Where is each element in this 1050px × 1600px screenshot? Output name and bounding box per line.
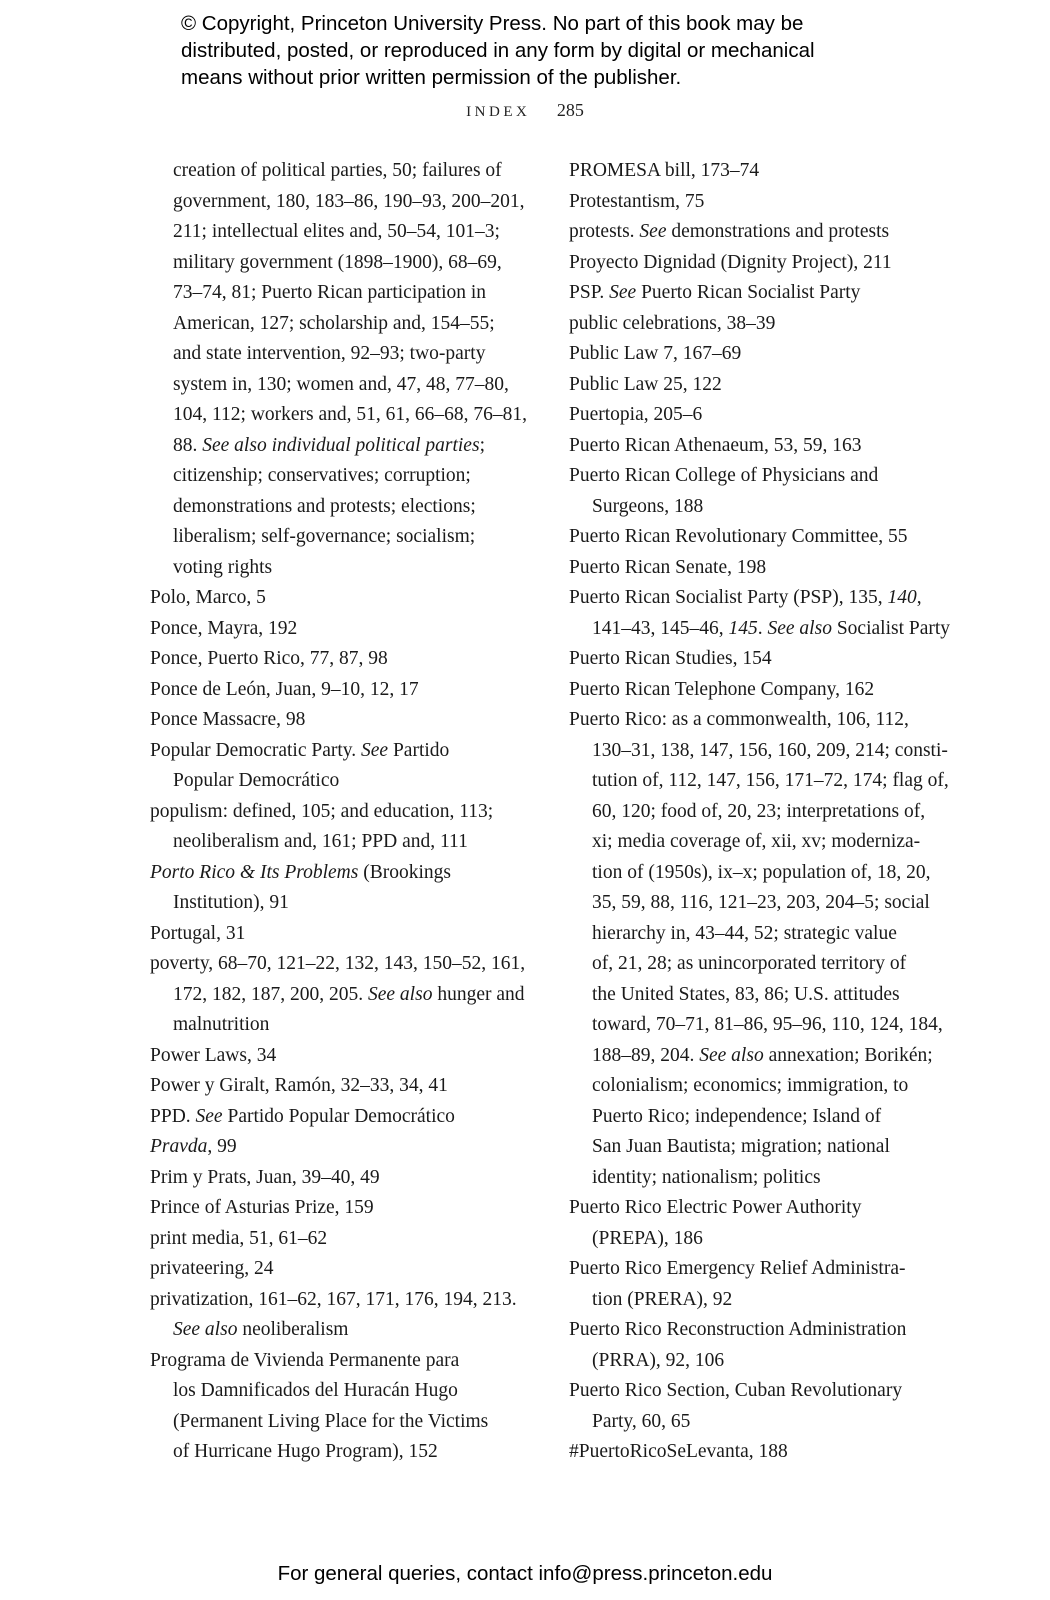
index-entry: Public Law 25, 122 xyxy=(569,373,722,395)
running-head-label: INDEX xyxy=(466,104,531,120)
index-entry: print media, 51, 61–62 xyxy=(150,1227,328,1249)
index-entry-continuation: liberalism; self-governance; socialism; xyxy=(173,526,476,547)
index-entry: Puerto Rican College of Physicians and xyxy=(569,465,879,486)
index-entry-continuation: 88. See also individual political parties; xyxy=(173,434,485,456)
index-entry-continuation: 60, 120; food of, 20, 23; interpretations of, xyxy=(592,800,926,822)
copyright-notice xyxy=(181,10,941,91)
index-entry-continuation: American, 127; scholarship and, 154–55; xyxy=(173,312,495,334)
index-entry-continuation: See also neoliberalism xyxy=(173,1319,349,1340)
index-entry-continuation: 73–74, 81; Puerto Rican participation in xyxy=(173,282,487,303)
index-entry-continuation: citizenship; conservatives; corruption; xyxy=(173,465,471,486)
index-entry-continuation: colonialism; economics; immigration, to xyxy=(592,1075,909,1096)
index-entry-continuation: of, 21, 28; as unincorporated territory of xyxy=(592,953,907,974)
index-entry: Ponce, Puerto Rico, 77, 87, 98 xyxy=(150,648,388,669)
index-entry-continuation: (PREPA), 186 xyxy=(592,1227,703,1249)
index-entry-continuation: tion (PRERA), 92 xyxy=(592,1288,733,1310)
index-entry-continuation: xi; media coverage of, xii, xv; moderniza- xyxy=(592,831,921,852)
index-entry-continuation: Popular Democrático xyxy=(173,770,340,791)
index-entry: Porto Rico & Its Problems (Brookings xyxy=(150,861,451,883)
copyright-line: means without prior written permission of the publisher. xyxy=(181,66,682,89)
index-entry-continuation: tution of, 112, 147, 156, 171–72, 174; flag of, xyxy=(592,770,949,791)
index-entry: Proyecto Dignidad (Dignity Project), 211 xyxy=(569,251,892,273)
index-entry: Puerto Rican Studies, 154 xyxy=(569,648,772,669)
index-entry-continuation: 188–89, 204. See also annexation; Borikén; xyxy=(592,1044,933,1066)
index-entry: Puerto Rican Socialist Party (PSP), 135, 140, xyxy=(569,587,922,608)
index-entry: Ponce Massacre, 98 xyxy=(150,709,306,730)
index-entry: Puertopia, 205–6 xyxy=(569,404,703,425)
index-entry-continuation: 172, 182, 187, 200, 205. See also hunger and xyxy=(173,983,525,1005)
index-entry: PPD. See Partido Popular Democrático xyxy=(150,1105,455,1127)
copyright-line: © Copyright, Princeton University Press. No part of this book may be xyxy=(181,12,804,35)
index-entry-continuation: Party, 60, 65 xyxy=(592,1410,691,1432)
index-entry-continuation: 141–43, 145–46, 145. See also Socialist Party xyxy=(592,617,951,639)
index-entry: Polo, Marco, 5 xyxy=(150,587,266,608)
index-entry-continuation: neoliberalism and, 161; PPD and, 111 xyxy=(173,831,468,852)
index-entry-continuation: Surgeons, 188 xyxy=(592,495,704,517)
index-entry: protests. See demonstrations and protests xyxy=(569,221,890,242)
index-entry: Ponce de León, Juan, 9–10, 12, 17 xyxy=(150,678,419,700)
index-entry: Power y Giralt, Ramón, 32–33, 34, 41 xyxy=(150,1075,448,1096)
index-entry-continuation: Puerto Rico; independence; Island of xyxy=(592,1105,882,1127)
index-entry-continuation: San Juan Bautista; migration; national xyxy=(592,1136,890,1157)
index-entry: Puerto Rico Electric Power Authority xyxy=(569,1197,862,1218)
index-column-right xyxy=(569,156,969,1468)
index-entry: PSP. See Puerto Rican Socialist Party xyxy=(569,282,861,303)
index-entry: Puerto Rican Telephone Company, 162 xyxy=(569,678,875,700)
copyright-line: distributed, posted, or reproduced in any form by digital or mechanical xyxy=(181,39,815,62)
index-entry: poverty, 68–70, 121–22, 132, 143, 150–52, 161, xyxy=(150,953,526,974)
index-entry: Popular Democratic Party. See Partido xyxy=(150,739,450,761)
index-column-left xyxy=(150,156,530,1468)
index-entry-continuation: system in, 130; women and, 47, 48, 77–80, xyxy=(173,373,509,395)
index-entry-continuation: los Damnificados del Huracán Hugo xyxy=(173,1380,458,1401)
index-entry-continuation: 35, 59, 88, 116, 121–23, 203, 204–5; social xyxy=(592,892,930,913)
index-entry: Pravda, 99 xyxy=(150,1136,237,1157)
index-entry-continuation: (Permanent Living Place for the Victims xyxy=(173,1410,489,1432)
index-entry: privateering, 24 xyxy=(150,1258,274,1279)
index-entry: populism: defined, 105; and education, 113; xyxy=(150,800,494,822)
index-entry: Puerto Rico Section, Cuban Revolutionary xyxy=(569,1380,903,1401)
index-entry-continuation: identity; nationalism; politics xyxy=(592,1166,821,1188)
index-entry-continuation: toward, 70–71, 81–86, 95–96, 110, 124, 184, xyxy=(592,1014,943,1035)
index-entry: privatization, 161–62, 167, 171, 176, 194, 213. xyxy=(150,1288,517,1310)
index-entry-continuation: demonstrations and protests; elections; xyxy=(173,495,476,517)
page-number: 285 xyxy=(556,100,584,120)
index-entry: Protestantism, 75 xyxy=(569,190,705,212)
index-entry: Puerto Rico Reconstruction Administration xyxy=(569,1319,907,1340)
index-entry: public celebrations, 38–39 xyxy=(569,312,776,334)
index-entry-continuation: 211; intellectual elites and, 50–54, 101–3; xyxy=(173,221,500,242)
index-entry: Power Laws, 34 xyxy=(150,1044,277,1066)
index-entry: Puerto Rico: as a commonwealth, 106, 112, xyxy=(569,709,909,730)
index-entry-continuation: tion of (1950s), ix–x; population of, 18, 20, xyxy=(592,861,931,883)
index-entry: Puerto Rican Revolutionary Committee, 55 xyxy=(569,526,908,547)
index-entry: Public Law 7, 167–69 xyxy=(569,343,742,364)
index-entry-continuation: (PRRA), 92, 106 xyxy=(592,1349,725,1371)
index-entry-continuation: voting rights xyxy=(173,556,273,578)
index-entry-continuation: of Hurricane Hugo Program), 152 xyxy=(173,1441,438,1462)
running-head xyxy=(0,100,1050,121)
index-entry-continuation: 130–31, 138, 147, 156, 160, 209, 214; consti- xyxy=(592,739,948,761)
index-entry: Puerto Rican Senate, 198 xyxy=(569,556,767,578)
index-entry: Puerto Rican Athenaeum, 53, 59, 163 xyxy=(569,434,862,456)
index-entry-continuation: government, 180, 183–86, 190–93, 200–201, xyxy=(173,190,525,212)
index-entry: Programa de Vivienda Permanente para xyxy=(150,1349,460,1371)
index-entry: Prim y Prats, Juan, 39–40, 49 xyxy=(150,1166,380,1188)
index-entry-continuation: 104, 112; workers and, 51, 61, 66–68, 76–81, xyxy=(173,404,528,425)
index-entry-continuation: Institution), 91 xyxy=(173,892,289,913)
index-entry-continuation: the United States, 83, 86; U.S. attitudes xyxy=(592,983,900,1005)
index-entry: PROMESA bill, 173–74 xyxy=(569,160,760,181)
index-entry: Prince of Asturias Prize, 159 xyxy=(150,1197,374,1218)
index-entry: Puerto Rico Emergency Relief Administra- xyxy=(569,1258,906,1279)
index-entry-continuation: malnutrition xyxy=(173,1014,270,1035)
index-entry: Portugal, 31 xyxy=(150,922,246,944)
index-entry-continuation: hierarchy in, 43–44, 52; strategic value xyxy=(592,922,897,944)
index-entry-continuation: creation of political parties, 50; failures of xyxy=(173,160,502,181)
index-entry: Ponce, Mayra, 192 xyxy=(150,617,298,639)
index-entry: #PuertoRicoSeLevanta, 188 xyxy=(569,1441,788,1462)
index-entry-continuation: military government (1898–1900), 68–69, xyxy=(173,251,502,273)
footer-contact: For general queries, contact info@press.princeton.edu xyxy=(277,1562,773,1585)
index-entry-continuation: and state intervention, 92–93; two-party xyxy=(173,343,486,364)
